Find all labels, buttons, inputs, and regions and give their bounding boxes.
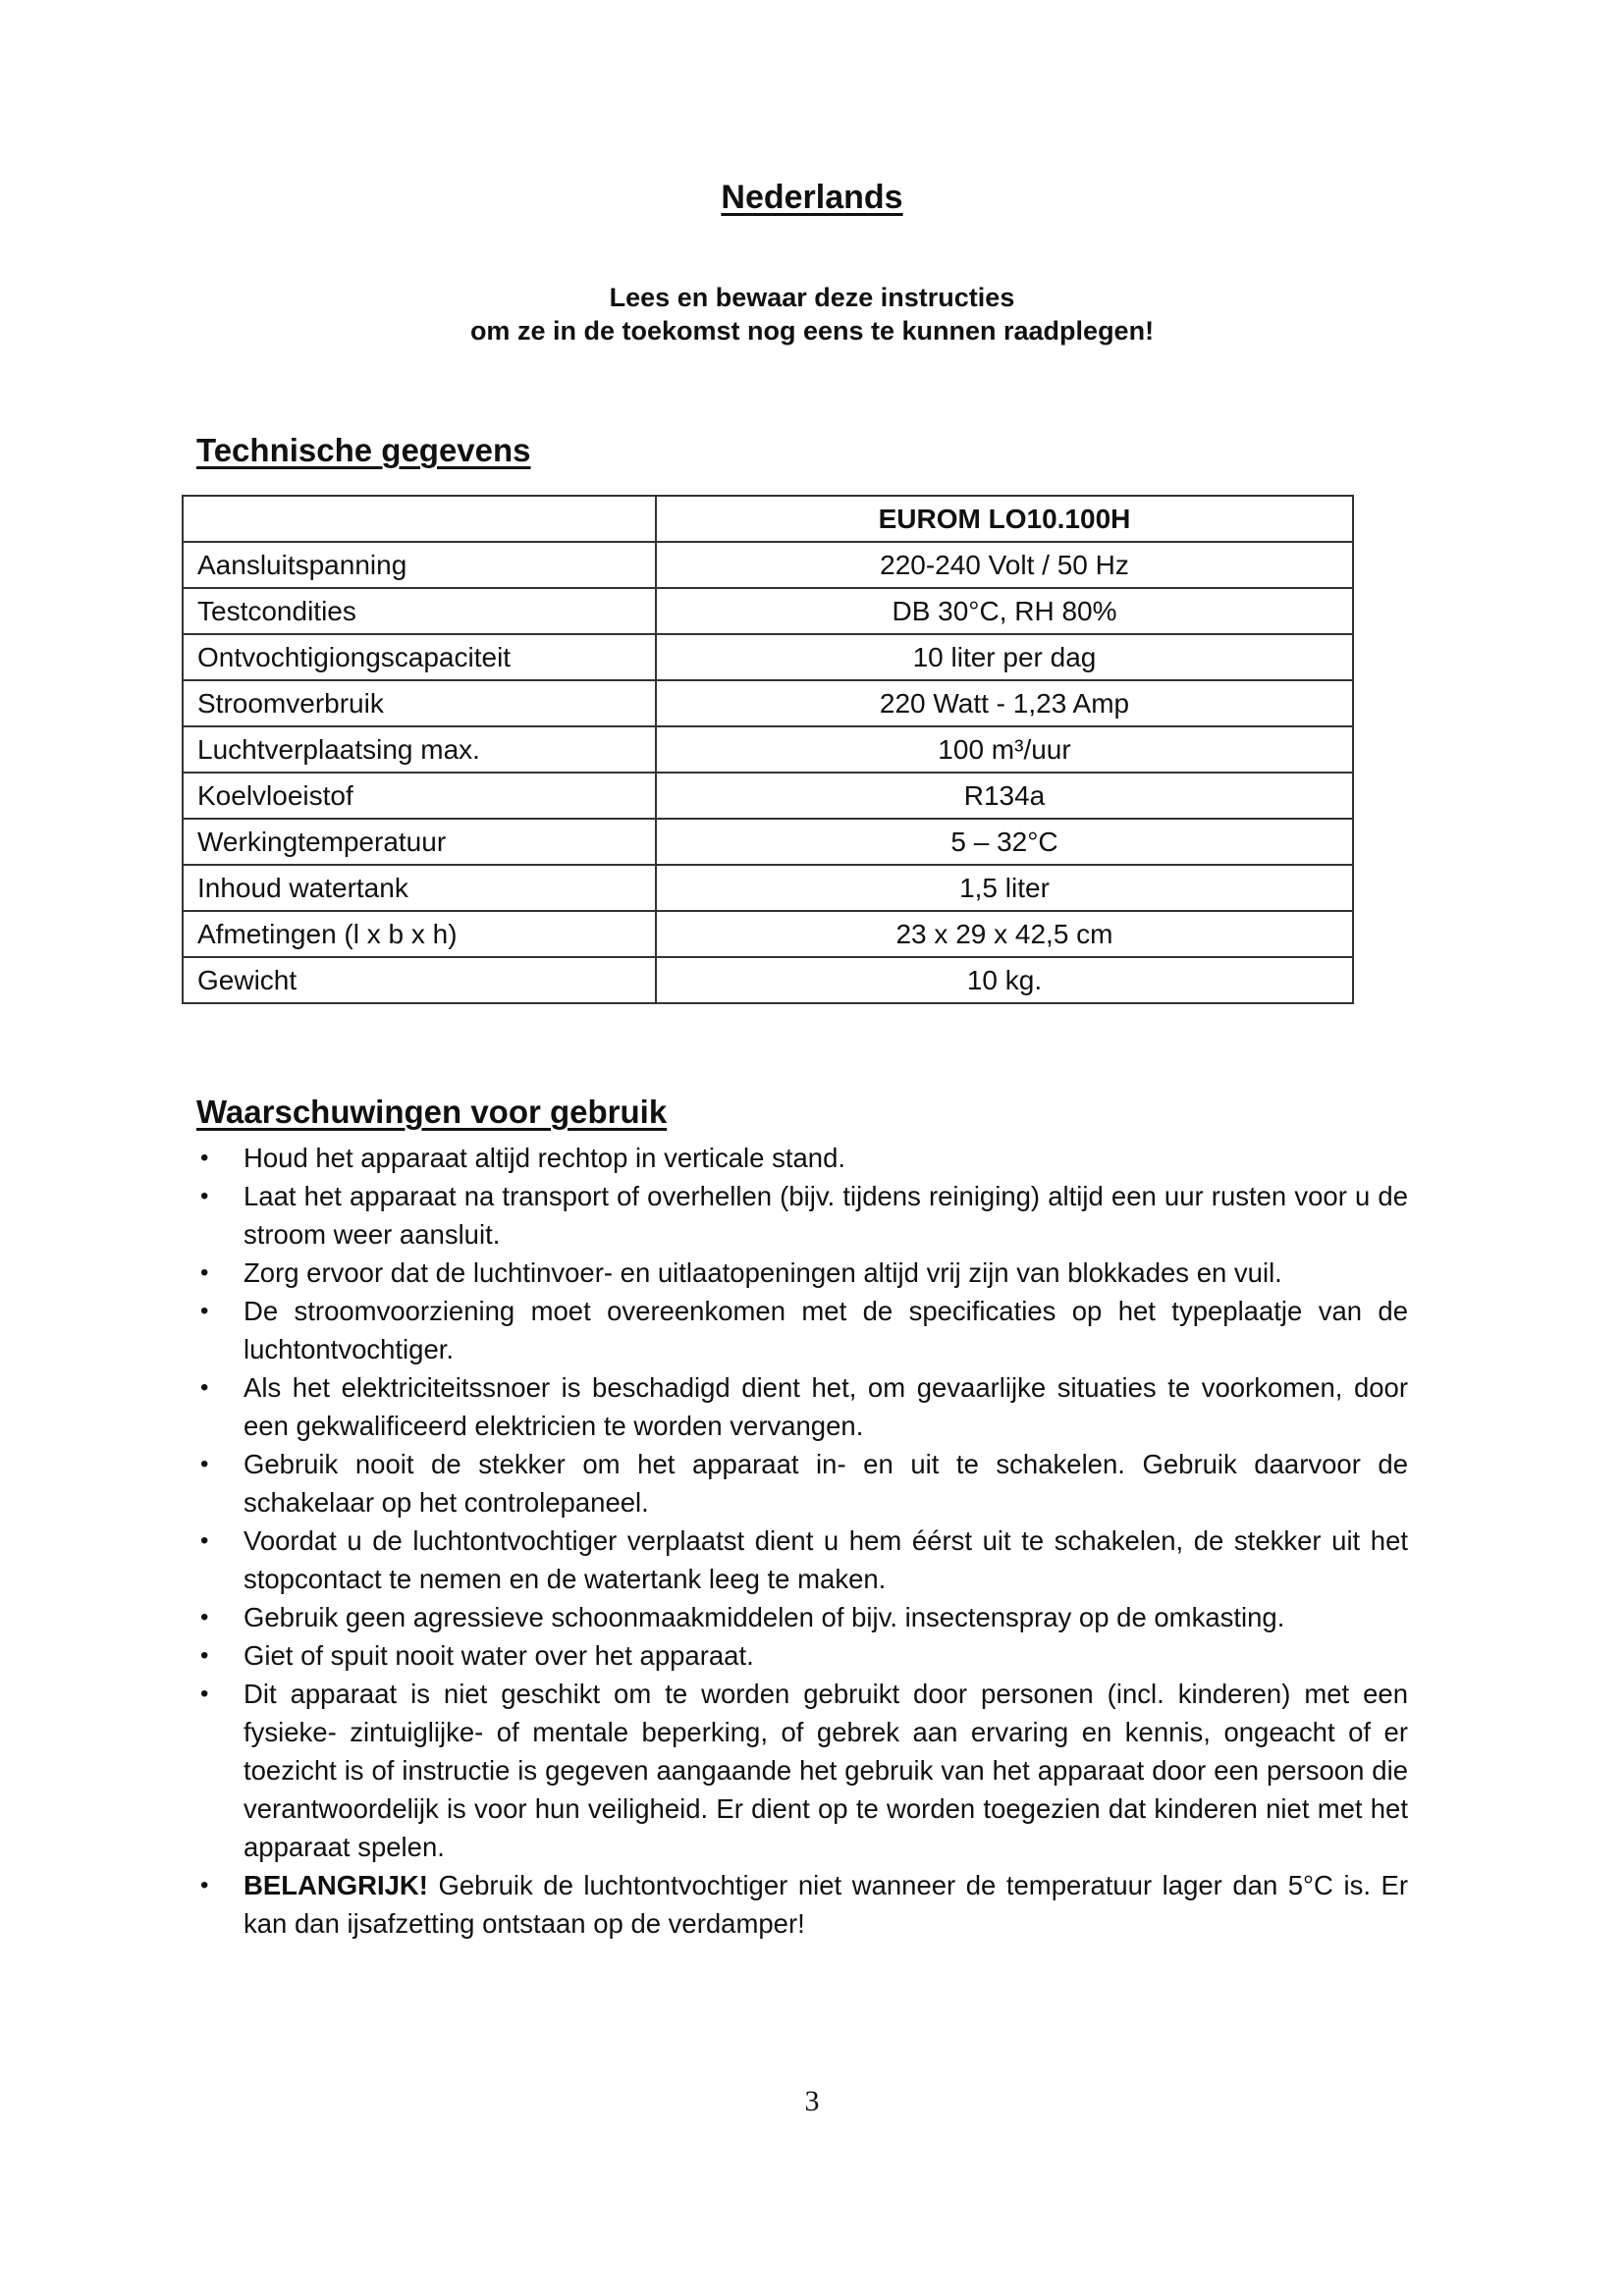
spec-value: R134a bbox=[656, 773, 1353, 819]
warning-text: Voordat u de luchtontvochtiger verplaatst dient u hem éérst uit te schakelen, de stekker uit het stopcontact te nemen en de watertank leeg te maken. bbox=[244, 1525, 1408, 1594]
warning-text: Laat het apparaat na transport of overhellen (bijv. tijdens reiniging) altijd een uur rusten voor u de stroom weer aansluit. bbox=[244, 1181, 1408, 1250]
warnings-heading-text: Waarschuwingen voor gebruik bbox=[196, 1094, 668, 1130]
spec-label: Werkingtemperatuur bbox=[183, 819, 656, 865]
warning-item bbox=[196, 1177, 1408, 1254]
specs-row bbox=[183, 865, 1353, 911]
bullet-icon: • bbox=[200, 1451, 209, 1477]
bullet-icon: • bbox=[200, 1183, 209, 1209]
specs-row bbox=[183, 588, 1353, 634]
specs-header-row bbox=[183, 496, 1353, 542]
warning-text: Zorg ervoor dat de luchtinvoer- en uitlaatopeningen altijd vrij zijn van blokkades en vuil. bbox=[244, 1257, 1282, 1288]
intro-line-2: om ze in de toekomst nog eens te kunnen raadplegen! bbox=[469, 316, 1155, 346]
specs-row bbox=[183, 819, 1353, 865]
spec-label: Koelvloeistof bbox=[183, 773, 656, 819]
page-number: 3 bbox=[804, 2085, 820, 2117]
spec-label: Gewicht bbox=[183, 957, 656, 1003]
warning-text: Als het elektriciteitssnoer is beschadigd dient het, om gevaarlijke situaties te voorkomen, door een gekwalificeerd elektricien te worden vervangen. bbox=[244, 1372, 1408, 1441]
important-warning-item bbox=[196, 1866, 1408, 1943]
bullet-icon: • bbox=[200, 1145, 209, 1171]
warning-text: Giet of spuit nooit water over het apparaat. bbox=[244, 1640, 754, 1671]
bullet-icon: • bbox=[200, 1527, 209, 1554]
warnings-list bbox=[196, 1139, 1408, 1943]
warning-item bbox=[196, 1139, 1408, 1177]
spec-label: Ontvochtigiongscapaciteit bbox=[183, 634, 656, 680]
bullet-icon: • bbox=[200, 1374, 209, 1401]
tech-section-heading bbox=[196, 432, 531, 469]
bullet-icon: • bbox=[200, 1642, 209, 1669]
warning-item bbox=[196, 1598, 1408, 1636]
spec-value: 10 liter per dag bbox=[656, 634, 1353, 680]
spec-value: 5 – 32°C bbox=[656, 819, 1353, 865]
spec-value: 1,5 liter bbox=[656, 865, 1353, 911]
spec-label: Stroomverbruik bbox=[183, 680, 656, 726]
bullet-icon: • bbox=[200, 1298, 209, 1324]
warning-item bbox=[196, 1292, 1408, 1368]
specs-row bbox=[183, 726, 1353, 773]
tech-heading-text: Technische gegevens bbox=[196, 432, 531, 468]
language-title bbox=[0, 179, 1624, 217]
spec-label: Luchtverplaatsing max. bbox=[183, 726, 656, 773]
warning-item bbox=[196, 1522, 1408, 1598]
warning-item bbox=[196, 1254, 1408, 1292]
warning-item bbox=[196, 1445, 1408, 1522]
spec-value: 23 x 29 x 42,5 cm bbox=[656, 911, 1353, 957]
specs-row bbox=[183, 634, 1353, 680]
intro-line-1: Lees en bewaar deze instructies bbox=[609, 283, 1015, 312]
language-title-text: Nederlands bbox=[721, 179, 903, 216]
specs-row bbox=[183, 773, 1353, 819]
warning-text: Gebruik geen agressieve schoonmaakmiddelen of bijv. insectenspray op de omkasting. bbox=[244, 1602, 1285, 1632]
intro-text bbox=[0, 281, 1624, 347]
specs-row bbox=[183, 911, 1353, 957]
bullet-icon: • bbox=[200, 1259, 209, 1286]
warning-text: Gebruik nooit de stekker om het apparaat in- en uit te schakelen. Gebruik daarvoor de schakelaar op het controlepaneel. bbox=[244, 1449, 1408, 1518]
warning-item bbox=[196, 1368, 1408, 1445]
important-text: Gebruik de luchtontvochtiger niet wanneer de temperatuur lager dan 5°C is. Er kan dan ijsafzetting ontstaan op de verdamper! bbox=[244, 1870, 1408, 1939]
spec-label: Afmetingen (l x b x h) bbox=[183, 911, 656, 957]
spec-label: Testcondities bbox=[183, 588, 656, 634]
warnings-section-heading bbox=[196, 1094, 667, 1131]
warning-item bbox=[196, 1675, 1408, 1866]
spec-value: 220-240 Volt / 50 Hz bbox=[656, 542, 1353, 588]
specs-row bbox=[183, 957, 1353, 1003]
warning-item bbox=[196, 1636, 1408, 1675]
bullet-icon: • bbox=[200, 1872, 209, 1898]
specs-model-cell: EUROM LO10.100H bbox=[656, 496, 1353, 542]
spec-value: 10 kg. bbox=[656, 957, 1353, 1003]
bullet-icon: • bbox=[200, 1604, 209, 1630]
specs-row bbox=[183, 680, 1353, 726]
warning-text: Dit apparaat is niet geschikt om te worden gebruikt door personen (incl. kinderen) met een fysieke- zintuiglijke- of mentale beperking, of gebrek aan ervaring en kennis, ongeacht of er toezicht is of instructie is gegeven aangaande het gebruik van het apparaat door een persoon die verantwoordelijk is voor hun veiligheid. Er dient op te worden toegezien dat kinderen niet met het apparaat spelen. bbox=[244, 1679, 1408, 1862]
specs-table bbox=[182, 495, 1354, 1004]
important-label: BELANGRIJK! bbox=[244, 1870, 428, 1900]
specs-row bbox=[183, 542, 1353, 588]
specs-header-empty-cell bbox=[183, 496, 656, 542]
spec-value: 100 m³/uur bbox=[656, 726, 1353, 773]
warning-text: De stroomvoorziening moet overeenkomen met de specificaties op het typeplaatje van de luchtontvochtiger. bbox=[244, 1296, 1408, 1364]
spec-value: DB 30°C, RH 80% bbox=[656, 588, 1353, 634]
spec-label: Aansluitspanning bbox=[183, 542, 656, 588]
spec-label: Inhoud watertank bbox=[183, 865, 656, 911]
bullet-icon: • bbox=[200, 1681, 209, 1707]
spec-value: 220 Watt - 1,23 Amp bbox=[656, 680, 1353, 726]
warning-text: Houd het apparaat altijd rechtop in verticale stand. bbox=[244, 1143, 846, 1173]
